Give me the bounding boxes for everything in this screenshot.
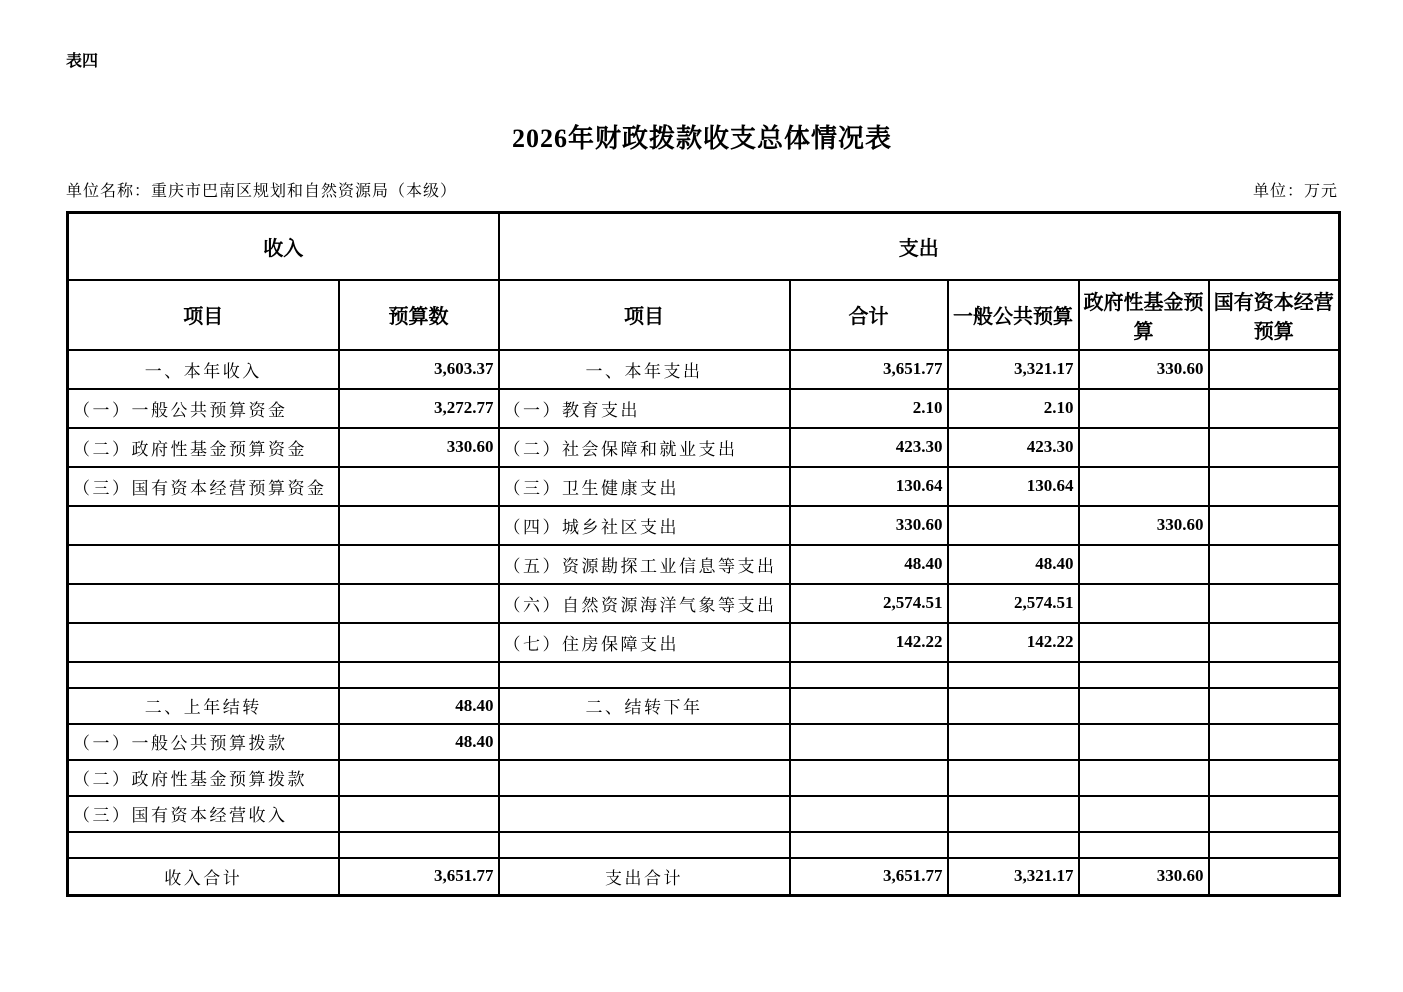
expense-item-cell: （七）住房保障支出 [499, 623, 790, 662]
income-budget-cell [339, 584, 499, 623]
unit-name: 单位名称：重庆市巴南区规划和自然资源局（本级） [66, 183, 458, 200]
expense-gov-fund-cell [1079, 760, 1209, 796]
table-row [68, 584, 1340, 623]
expense-general-budget-cell [948, 796, 1079, 832]
income-budget-cell [339, 467, 499, 506]
expense-total-cell: 2,574.51 [790, 584, 948, 623]
expense-gov-fund-cell: 330.60 [1079, 350, 1209, 389]
section-header-row [68, 213, 1340, 280]
table-row [68, 506, 1340, 545]
expense-item-cell: （三）卫生健康支出 [499, 467, 790, 506]
col-header-expense-item: 项目 [499, 280, 790, 350]
col-header-income-budget: 预算数 [339, 280, 499, 350]
income-budget-cell: 3,272.77 [339, 389, 499, 428]
income-budget-cell [339, 545, 499, 584]
income-item-cell: 二、上年结转 [68, 688, 339, 724]
expense-state-capital-cell [1209, 760, 1340, 796]
table-row [68, 467, 1340, 506]
income-item-cell [68, 506, 339, 545]
expense-general-budget-cell: 3,321.17 [948, 858, 1079, 896]
expense-item-cell [499, 796, 790, 832]
expense-gov-fund-cell [1079, 796, 1209, 832]
income-item-cell: 收入合计 [68, 858, 339, 896]
table-row [68, 428, 1340, 467]
income-item-cell [68, 545, 339, 584]
table-number-label: 表四 [66, 53, 99, 70]
income-item-cell: （三）国有资本经营预算资金 [68, 467, 339, 506]
expense-state-capital-cell [1209, 623, 1340, 662]
page-title: 2026年财政拨款收支总体情况表 [511, 124, 892, 153]
column-header-row [68, 280, 1340, 350]
income-budget-cell [339, 623, 499, 662]
section-header-expense: 支出 [499, 213, 1340, 280]
expense-gov-fund-cell [1079, 584, 1209, 623]
expense-state-capital-cell [1209, 389, 1340, 428]
col-header-income-item: 项目 [68, 280, 339, 350]
expense-total-cell [790, 724, 948, 760]
table-row [68, 389, 1340, 428]
expense-gov-fund-cell: 330.60 [1079, 506, 1209, 545]
table-row [68, 760, 1340, 796]
expense-total-cell: 3,651.77 [790, 350, 948, 389]
table-row [68, 350, 1340, 389]
expense-total-cell [790, 796, 948, 832]
expense-total-cell [790, 688, 948, 724]
income-budget-cell: 330.60 [339, 428, 499, 467]
income-budget-cell [339, 506, 499, 545]
expense-state-capital-cell [1209, 832, 1340, 858]
budget-table [66, 211, 1341, 897]
income-item-cell: （一）一般公共预算拨款 [68, 724, 339, 760]
expense-general-budget-cell: 2.10 [948, 389, 1079, 428]
expense-state-capital-cell [1209, 662, 1340, 688]
income-item-cell [68, 584, 339, 623]
expense-gov-fund-cell [1079, 623, 1209, 662]
expense-general-budget-cell [948, 760, 1079, 796]
table-row [68, 796, 1340, 832]
expense-state-capital-cell [1209, 545, 1340, 584]
expense-gov-fund-cell [1079, 428, 1209, 467]
expense-state-capital-cell [1209, 796, 1340, 832]
income-budget-cell: 48.40 [339, 724, 499, 760]
income-budget-cell [339, 760, 499, 796]
expense-item-cell: （五）资源勘探工业信息等支出 [499, 545, 790, 584]
expense-general-budget-cell: 130.64 [948, 467, 1079, 506]
expense-state-capital-cell [1209, 467, 1340, 506]
expense-gov-fund-cell [1079, 389, 1209, 428]
expense-state-capital-cell [1209, 858, 1340, 896]
expense-general-budget-cell [948, 506, 1079, 545]
income-item-cell: （一）一般公共预算资金 [68, 389, 339, 428]
col-header-general-budget: 一般公共预算 [948, 280, 1079, 350]
expense-total-cell: 130.64 [790, 467, 948, 506]
expense-gov-fund-cell: 330.60 [1079, 858, 1209, 896]
income-item-cell [68, 623, 339, 662]
expense-general-budget-cell [948, 662, 1079, 688]
currency-unit-label: 单位：万元 [1252, 183, 1338, 200]
expense-state-capital-cell [1209, 428, 1340, 467]
expense-total-cell: 3,651.77 [790, 858, 948, 896]
expense-item-cell: （一）教育支出 [499, 389, 790, 428]
expense-gov-fund-cell [1079, 688, 1209, 724]
col-header-gov-fund-budget: 政府性基金预算 [1079, 280, 1209, 350]
table-row [68, 662, 1340, 688]
income-item-cell [68, 832, 339, 858]
income-item-cell: （二）政府性基金预算拨款 [68, 760, 339, 796]
income-budget-cell [339, 796, 499, 832]
expense-total-cell [790, 662, 948, 688]
income-budget-cell: 48.40 [339, 688, 499, 724]
expense-state-capital-cell [1209, 584, 1340, 623]
expense-item-cell: 二、结转下年 [499, 688, 790, 724]
expense-total-cell: 2.10 [790, 389, 948, 428]
income-budget-cell: 3,651.77 [339, 858, 499, 896]
expense-total-cell: 423.30 [790, 428, 948, 467]
expense-item-cell [499, 832, 790, 858]
expense-total-cell: 330.60 [790, 506, 948, 545]
income-item-cell [68, 662, 339, 688]
income-budget-cell: 3,603.37 [339, 350, 499, 389]
col-header-state-capital-budget: 国有资本经营预算 [1209, 280, 1340, 350]
expense-gov-fund-cell [1079, 467, 1209, 506]
expense-item-cell: （六）自然资源海洋气象等支出 [499, 584, 790, 623]
income-item-cell: （三）国有资本经营收入 [68, 796, 339, 832]
income-item-cell: 一、本年收入 [68, 350, 339, 389]
expense-state-capital-cell [1209, 350, 1340, 389]
expense-gov-fund-cell [1079, 545, 1209, 584]
expense-general-budget-cell: 3,321.17 [948, 350, 1079, 389]
expense-item-cell [499, 662, 790, 688]
expense-state-capital-cell [1209, 688, 1340, 724]
expense-gov-fund-cell [1079, 724, 1209, 760]
table-row [68, 724, 1340, 760]
table-row [68, 623, 1340, 662]
expense-general-budget-cell: 423.30 [948, 428, 1079, 467]
expense-total-cell [790, 832, 948, 858]
expense-general-budget-cell: 142.22 [948, 623, 1079, 662]
table-row [68, 832, 1340, 858]
expense-general-budget-cell [948, 832, 1079, 858]
expense-item-cell: 一、本年支出 [499, 350, 790, 389]
expense-general-budget-cell [948, 724, 1079, 760]
expense-item-cell [499, 724, 790, 760]
expense-gov-fund-cell [1079, 662, 1209, 688]
expense-total-cell: 142.22 [790, 623, 948, 662]
table-row [68, 688, 1340, 724]
budget-table-body [68, 350, 1340, 896]
expense-general-budget-cell [948, 688, 1079, 724]
expense-item-cell: （二）社会保障和就业支出 [499, 428, 790, 467]
expense-item-cell: （四）城乡社区支出 [499, 506, 790, 545]
col-header-total: 合计 [790, 280, 948, 350]
income-budget-cell [339, 832, 499, 858]
expense-item-cell [499, 760, 790, 796]
income-item-cell: （二）政府性基金预算资金 [68, 428, 339, 467]
section-header-income: 收入 [68, 213, 499, 280]
expense-state-capital-cell [1209, 724, 1340, 760]
table-row [68, 545, 1340, 584]
expense-gov-fund-cell [1079, 832, 1209, 858]
expense-total-cell [790, 760, 948, 796]
expense-state-capital-cell [1209, 506, 1340, 545]
expense-total-cell: 48.40 [790, 545, 948, 584]
income-budget-cell [339, 662, 499, 688]
expense-general-budget-cell: 48.40 [948, 545, 1079, 584]
expense-general-budget-cell: 2,574.51 [948, 584, 1079, 623]
table-row [68, 858, 1340, 896]
expense-item-cell: 支出合计 [499, 858, 790, 896]
